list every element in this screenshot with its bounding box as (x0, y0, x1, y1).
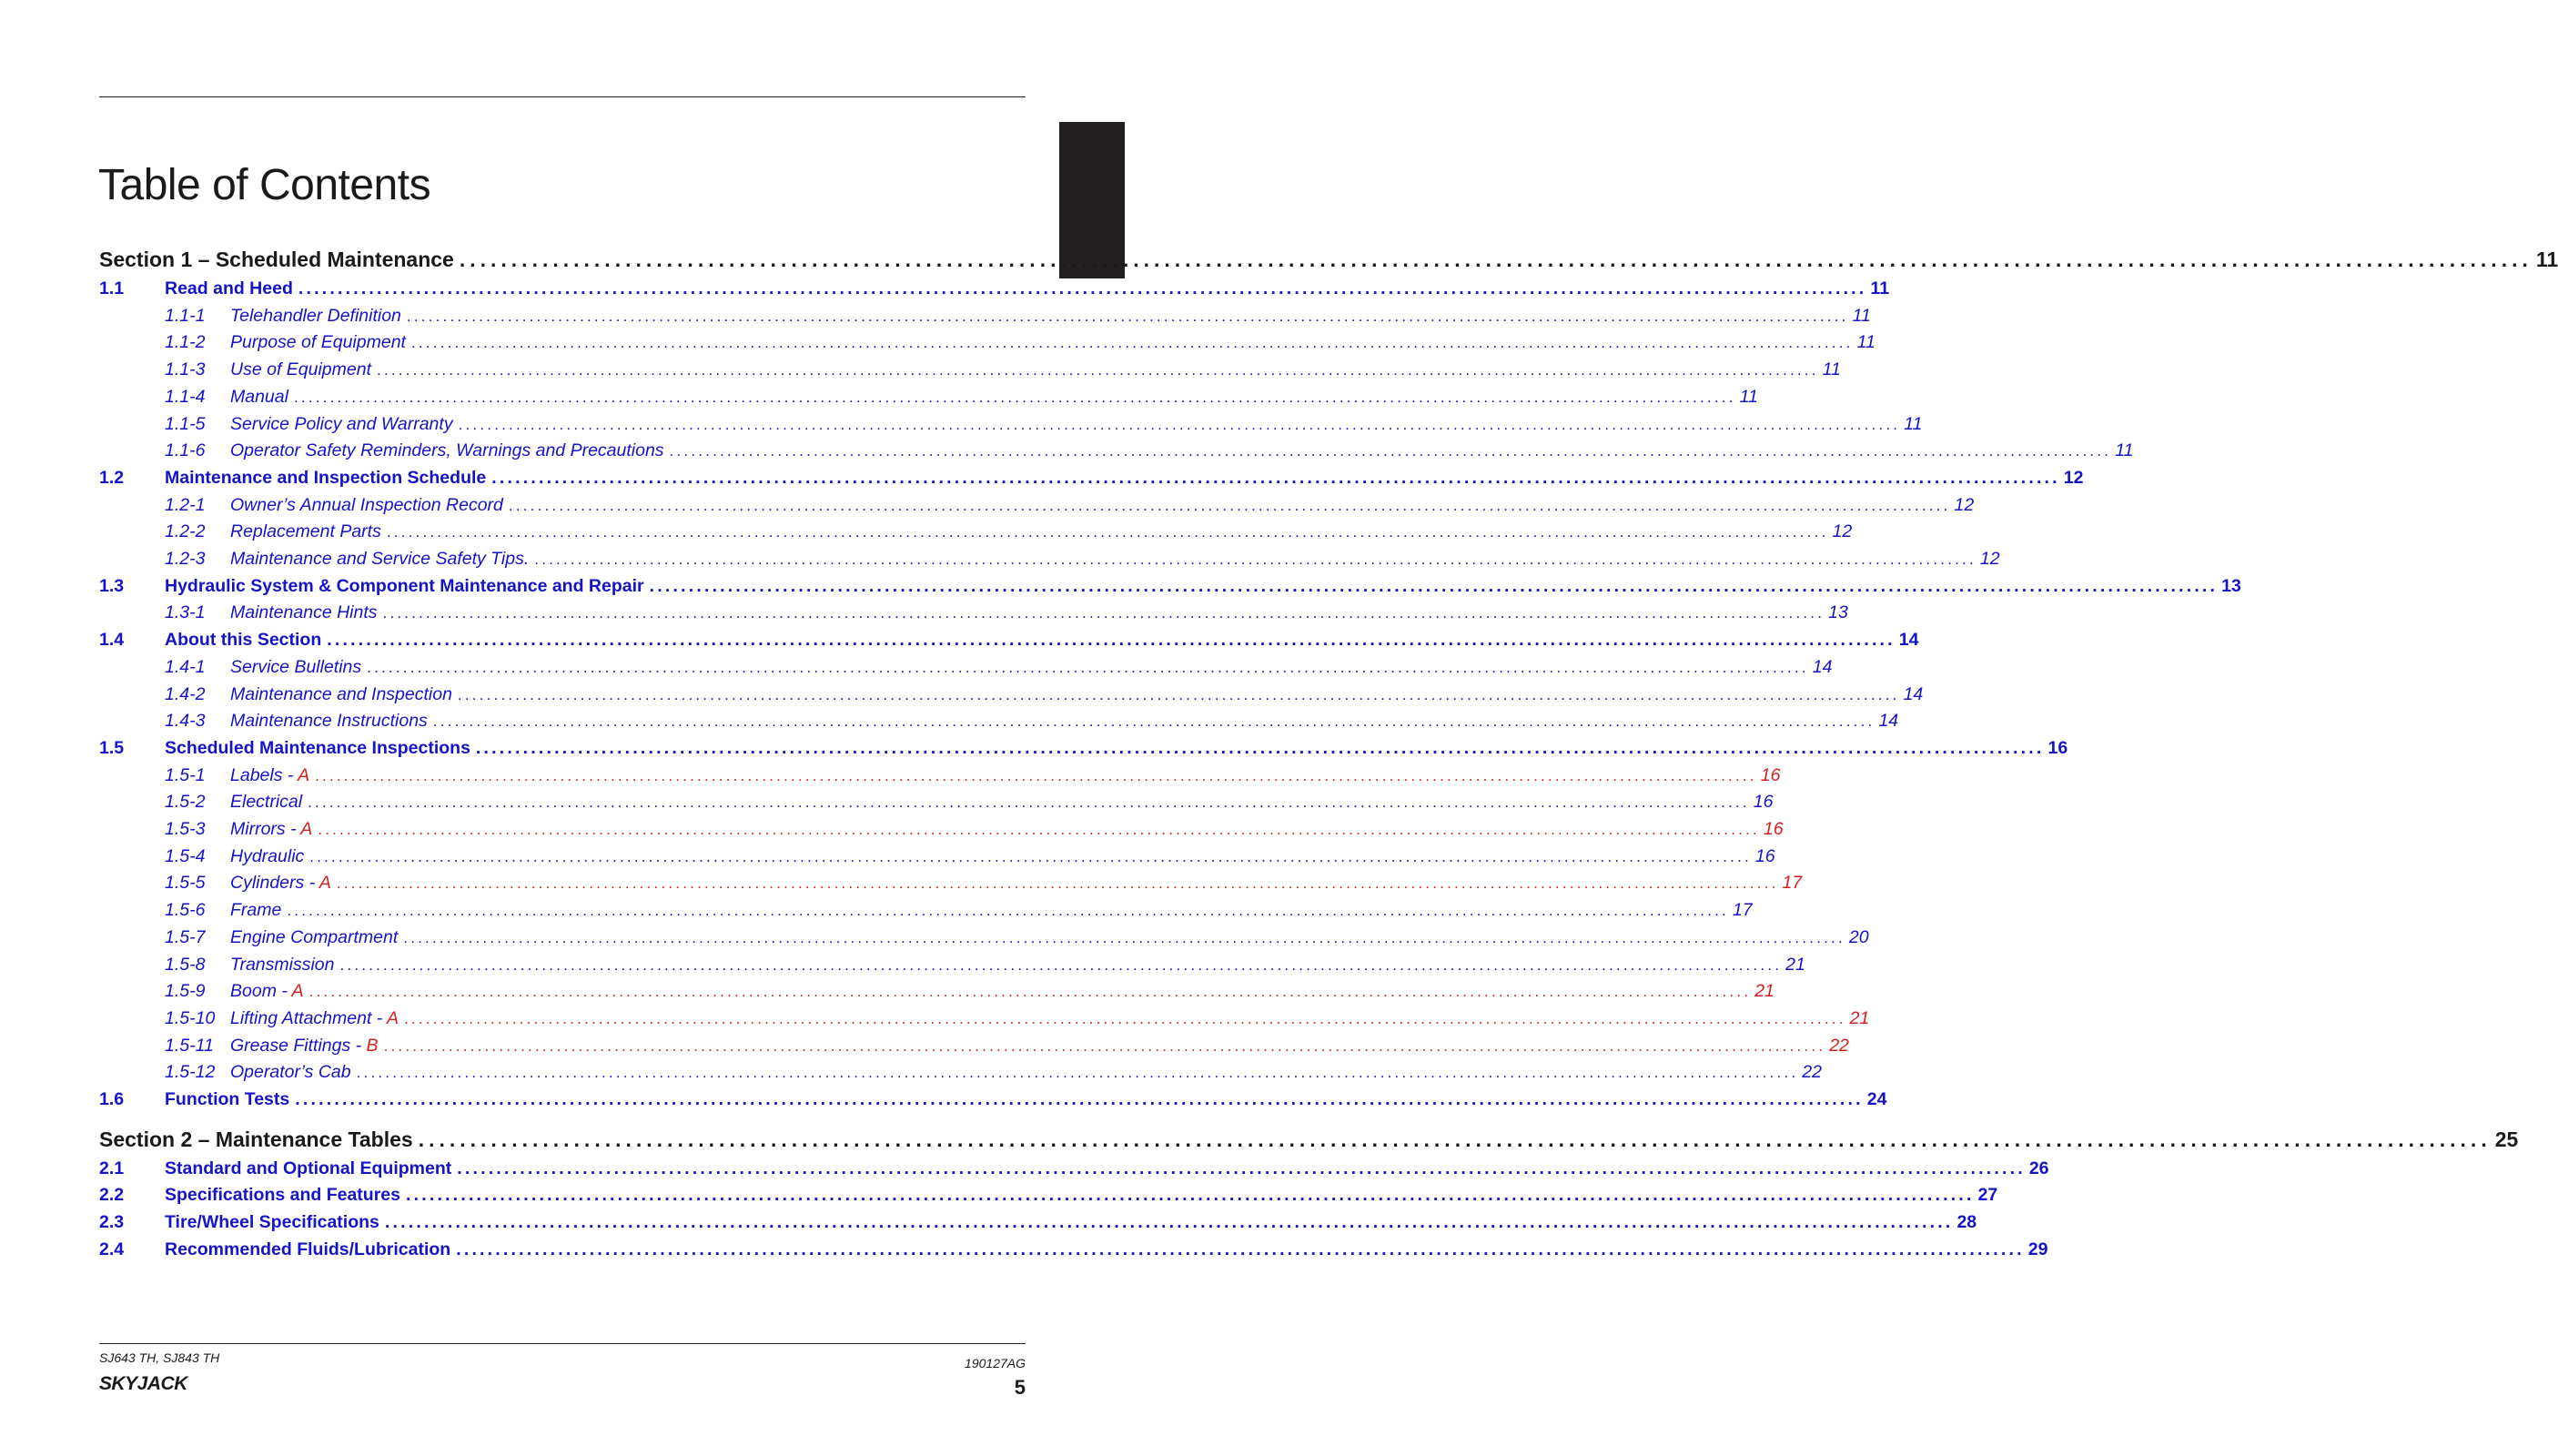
toc-entry-text: Boom - (230, 981, 292, 1002)
toc-subentry[interactable] (99, 845, 1775, 867)
dot-leader: ........................................................................................................................................................................................................ (293, 388, 1736, 406)
dot-leader: ........................................................................................................................................................................................................ (406, 1185, 1975, 1206)
dot-leader: ........................................................................................................................................................................................................ (508, 496, 1951, 514)
toc-entry-number: 1.5-1 (165, 764, 206, 785)
toc-subentry[interactable] (99, 1035, 1849, 1057)
toc-heading-entry[interactable] (99, 1089, 1887, 1110)
toc-entry-text: Standard and Optional Equipment (165, 1158, 452, 1178)
toc-entry-text: Function Tests (165, 1089, 290, 1109)
toc-entry-title (230, 359, 371, 380)
toc-entry-text: Replacement Parts (230, 521, 381, 542)
inspection-flag: A (300, 819, 313, 839)
toc-entry-number: 1.3 (99, 575, 125, 596)
inspection-flag: A (318, 873, 331, 894)
toc-page-number: 12 (1954, 494, 1975, 515)
toc-page-number: 14 (1903, 683, 1924, 704)
toc-entry-text: Hydraulic System & Component Maintenance and Repair (165, 575, 644, 596)
toc-page-number: 25 (2494, 1127, 2519, 1151)
page-number: 5 (1014, 1376, 1026, 1399)
toc-entry-title (165, 738, 470, 759)
toc-entry-title (230, 900, 281, 921)
toc-subentry[interactable] (99, 981, 1774, 1002)
toc-page-number: 14 (1878, 711, 1899, 732)
page-title: Table of Contents (98, 161, 431, 209)
toc-subentry[interactable] (99, 602, 1848, 623)
toc-entry-number: 1.1-6 (165, 440, 206, 461)
toc-page-number: 16 (2047, 737, 2068, 758)
toc-subentry[interactable] (99, 926, 1869, 948)
toc-heading-entry[interactable] (99, 1239, 2048, 1260)
dot-leader: ........................................................................................................................................................................................................ (315, 766, 1757, 784)
toc-page-number: 13 (2221, 575, 2241, 596)
footer-doc-number: 190127AG (965, 1356, 1026, 1370)
toc-entry-text: Scheduled Maintenance Inspections (165, 737, 470, 758)
dot-leader: ........................................................................................................................................................................................................ (382, 604, 1825, 622)
toc-entry-title (230, 306, 401, 327)
toc-page-number: 11 (2535, 248, 2558, 271)
dot-leader: ........................................................................................................................................................................................................ (403, 1009, 1846, 1027)
toc-page-number: 13 (1828, 602, 1848, 623)
dot-leader: ........................................................................................................................................................................................................ (327, 630, 1896, 651)
toc-entry-text: Service Policy and Warranty (230, 413, 453, 434)
dot-leader: ........................................................................................................................................................................................................ (418, 1127, 2492, 1151)
toc-subentry[interactable] (99, 656, 1833, 678)
toc-page-number: 16 (1754, 845, 1775, 866)
toc-entry-title (230, 1008, 399, 1029)
toc-entry-title (230, 927, 398, 948)
dot-leader: ........................................................................................................................................................................................................ (367, 658, 1809, 676)
toc-page-number: 24 (1866, 1089, 1887, 1109)
toc-page-number: 26 (2028, 1158, 2049, 1178)
dot-leader: ........................................................................................................................................................................................................ (457, 685, 1900, 703)
toc-subentry[interactable] (99, 494, 1975, 516)
dot-leader: ........................................................................................................................................................................................................ (295, 1089, 1864, 1109)
toc-subentry[interactable] (99, 1062, 1822, 1083)
toc-entry-number: 1.5-6 (165, 900, 206, 921)
toc-entry-title (165, 630, 321, 651)
toc-heading-entry[interactable] (99, 1185, 1998, 1206)
toc-page-number: 17 (1782, 873, 1803, 894)
toc-entry-text: Operator’s Cab (230, 1062, 351, 1083)
dot-leader: ........................................................................................................................................................................................................ (386, 523, 1829, 541)
toc-subentry[interactable] (99, 764, 1781, 786)
toc-entry-text: Hydraulic (230, 845, 305, 866)
toc-entry-number: 2.3 (99, 1212, 125, 1233)
dot-leader: ........................................................................................................................................................................................................ (336, 875, 1779, 893)
toc-entry-title (165, 468, 486, 489)
toc-entry-number: 1.3-1 (165, 602, 206, 623)
toc-entry-title (230, 602, 378, 623)
toc-subentry[interactable] (99, 549, 2000, 570)
toc-entry-title (230, 711, 428, 732)
toc-entry-number: 1.1-3 (165, 359, 206, 380)
toc-page-number: 11 (1904, 413, 1923, 434)
footer-rule (99, 1343, 1026, 1344)
toc-page-number: 11 (1852, 305, 1871, 326)
inspection-flag: A (298, 764, 310, 785)
toc-entry-text: Cylinders - (230, 873, 319, 894)
toc-entry-text: Grease Fittings - (230, 1035, 367, 1056)
toc-entry-text: Frame (230, 900, 282, 921)
dot-leader: ........................................................................................................................................................................................................ (356, 1064, 1799, 1082)
toc-entry-title (230, 549, 529, 570)
toc-subentry[interactable] (99, 413, 1923, 435)
toc-section-entry[interactable] (99, 248, 2558, 272)
toc-entry-text: Maintenance Instructions (230, 711, 428, 732)
toc-heading-entry[interactable] (99, 467, 2084, 489)
toc-entry-text: Service Bulletins (230, 656, 362, 677)
dot-leader: ........................................................................................................................................................................................................ (383, 1036, 1826, 1055)
toc-subentry[interactable] (99, 900, 1753, 921)
toc-entry-number: 1.5-3 (165, 819, 206, 839)
toc-page-number: 14 (1898, 630, 1919, 651)
toc-entry-title (230, 387, 288, 408)
dot-leader: ........................................................................................................................................................................................................ (475, 737, 2045, 758)
toc-entry-title (230, 981, 304, 1002)
toc-entry-title (230, 332, 406, 353)
toc-entry-text: About this Section (165, 630, 322, 651)
dot-leader: ........................................................................................................................................................................................................ (309, 847, 1752, 865)
toc-entry-text: Transmission (230, 954, 335, 975)
toc-entry-number: Section 1 – Scheduled Maintenance (99, 248, 454, 271)
toc-page-number: 22 (1829, 1035, 1849, 1056)
toc-entry-number: 1.5-2 (165, 792, 206, 813)
toc-page-number: 12 (1979, 549, 2000, 569)
toc-entry-text: Labels - (230, 764, 298, 785)
toc-entry-title (165, 1089, 289, 1110)
toc-entry-number: 1.2 (99, 467, 125, 488)
dot-leader: ........................................................................................................................................................................................................ (377, 361, 1819, 379)
toc-entry-number: 1.5-12 (165, 1062, 216, 1083)
brand-logo: SKYJACK (99, 1373, 187, 1394)
toc-entry-text: Read and Heed (165, 278, 293, 298)
toc-subentry[interactable] (99, 332, 1876, 353)
toc-entry-title (230, 440, 664, 461)
inspection-flag: A (291, 981, 304, 1002)
toc-entry-number: 1.1-1 (165, 305, 206, 326)
toc-entry-text: Owner’s Annual Inspection Record (230, 494, 503, 515)
toc-page-number: 16 (1763, 819, 1784, 839)
toc-entry-text: Tire/Wheel Specifications (165, 1212, 379, 1233)
dot-leader: ........................................................................................................................................................................................................ (458, 415, 1901, 433)
toc-entry-number: 1.5-7 (165, 926, 206, 947)
toc-heading-entry[interactable] (99, 630, 1919, 651)
toc-subentry[interactable] (99, 521, 1853, 542)
toc-entry-title (230, 819, 312, 840)
toc-entry-text: Purpose of Equipment (230, 332, 406, 353)
toc-page-number: 16 (1760, 764, 1781, 785)
toc-entry-title (230, 955, 335, 976)
toc-entry-number: 1.4-2 (165, 683, 206, 704)
dot-leader: ........................................................................................................................................................................................................ (457, 1158, 2026, 1178)
toc-entry-number: 1.5 (99, 737, 125, 758)
dot-leader: ........................................................................................................................................................................................................ (287, 902, 1729, 920)
toc-subentry[interactable] (99, 683, 1924, 705)
inspection-flag: A (386, 1007, 399, 1028)
toc-entry-number: 1.5-5 (165, 873, 206, 894)
toc-entry-title (165, 278, 293, 299)
toc-entry-number: 2.4 (99, 1239, 125, 1259)
toc-subentry[interactable] (99, 792, 1774, 813)
dot-leader: ........................................................................................................................................................................................................ (534, 551, 1977, 568)
toc-page-number: 16 (1753, 792, 1774, 813)
header-rule (99, 96, 1026, 97)
toc-subentry[interactable] (99, 1007, 1870, 1029)
toc-entry-text: Use of Equipment (230, 359, 372, 380)
toc-subentry[interactable] (99, 954, 1805, 976)
toc-page-number: 11 (1870, 278, 1890, 298)
toc-page-number: 21 (1849, 1007, 1870, 1028)
toc-entry-text: Maintenance and Inspection Schedule (165, 467, 487, 488)
toc-entry-text: Telehandler Definition (230, 305, 401, 326)
toc-heading-entry[interactable] (99, 1212, 1977, 1233)
toc-heading-entry[interactable] (99, 1158, 2049, 1179)
toc-entry-text: Manual (230, 386, 288, 407)
toc-page-number: 11 (1856, 332, 1876, 353)
toc-entry-number: 1.1-2 (165, 332, 206, 353)
toc-entry-number: 1.6 (99, 1089, 125, 1109)
toc-page-number: 11 (1822, 359, 1841, 380)
dot-leader: ........................................................................................................................................................................................................ (491, 467, 2060, 488)
toc-page-number: 27 (1977, 1185, 1998, 1206)
toc-entry-number: 1.4-3 (165, 711, 206, 732)
toc-entry-title (230, 846, 304, 867)
toc-section-entry[interactable] (99, 1127, 2519, 1152)
toc-entry-title (165, 1212, 379, 1233)
toc-entry-title (230, 1036, 379, 1057)
toc-page-number: 14 (1812, 656, 1833, 677)
toc-entry-title (165, 1158, 451, 1179)
toc-entry-title (165, 1185, 400, 1206)
toc-entry-number: 1.2-2 (165, 521, 206, 542)
toc-entry-number: 1.4 (99, 630, 125, 651)
toc-page-number: 11 (2115, 440, 2134, 461)
toc-heading-entry[interactable] (99, 737, 2068, 759)
dot-leader: ........................................................................................................................................................................................................ (669, 442, 2112, 460)
inspection-flag: B (366, 1035, 379, 1056)
toc-entry-number: 1.5-9 (165, 981, 206, 1002)
toc-entry-number: 2.1 (99, 1158, 125, 1178)
toc-page-number: 29 (2027, 1239, 2048, 1259)
toc-entry-text: Maintenance and Inspection (230, 683, 452, 704)
dot-leader: ........................................................................................................................................................................................................ (403, 928, 1845, 946)
toc-entry-text: Mirrors - (230, 819, 301, 839)
toc-entry-number: 1.5-11 (165, 1035, 214, 1056)
toc-entry-text: Specifications and Features (165, 1185, 400, 1206)
toc-page-number: 28 (1956, 1212, 1977, 1233)
toc-subentry[interactable] (99, 819, 1784, 840)
toc-entry-title (230, 521, 381, 542)
toc-entry-number: Section 2 – Maintenance Tables (99, 1127, 413, 1151)
toc-page-number: 17 (1732, 900, 1753, 921)
dot-leader: ........................................................................................................................................................................................................ (432, 713, 1876, 731)
toc-subentry[interactable] (99, 359, 1841, 380)
toc-entry-number: 1.1 (99, 278, 125, 298)
toc-subentry[interactable] (99, 440, 2134, 461)
toc-page-number: 22 (1802, 1062, 1822, 1083)
toc-entry-number: 1.5-8 (165, 954, 206, 975)
dot-leader: ........................................................................................................................................................................................................ (384, 1212, 1954, 1233)
toc-page-number: 12 (2063, 467, 2084, 488)
toc-entry-number: 1.5-4 (165, 845, 206, 866)
toc-entry-number: 1.5-10 (165, 1007, 216, 1028)
dot-leader: ........................................................................................................................................................................................................ (406, 307, 1849, 325)
toc-page-number: 11 (1739, 386, 1758, 407)
toc-entry-number: 1.1-5 (165, 413, 206, 434)
toc-entry-number: 1.4-1 (165, 656, 206, 677)
toc-subentry[interactable] (99, 305, 1871, 327)
toc-page-number: 20 (1848, 926, 1869, 947)
toc-entry-title (230, 873, 331, 894)
toc-entry-number: 1.2-1 (165, 494, 206, 515)
footer-model: SJ643 TH, SJ843 TH (99, 1350, 220, 1365)
toc-heading-entry[interactable] (99, 278, 1890, 299)
dot-leader: ........................................................................................................................................................................................................ (298, 278, 1867, 298)
toc-entry-text: Electrical (230, 792, 303, 813)
toc-entry-text: Recommended Fluids/Lubrication (165, 1239, 451, 1259)
toc-entry-title (230, 792, 302, 813)
dot-leader: ........................................................................................................................................................................................................ (649, 575, 2219, 596)
toc-subentry[interactable] (99, 711, 1899, 732)
toc-entry-title (230, 684, 452, 705)
toc-page-number: 21 (1754, 981, 1774, 1002)
toc-entry-title (230, 414, 453, 435)
toc-entry-text: Lifting Attachment - (230, 1007, 387, 1028)
dot-leader: ........................................................................................................................................................................................................ (456, 1239, 2025, 1259)
toc-page-number: 12 (1832, 521, 1853, 542)
toc-entry-title (230, 765, 309, 786)
toc-entry-title (230, 657, 361, 678)
toc-entry-title (230, 1062, 351, 1083)
dot-leader: ........................................................................................................................................................................................................ (318, 821, 1760, 838)
toc-entry-number: 1.2-3 (165, 549, 206, 569)
dot-leader: ........................................................................................................................................................................................................ (459, 248, 2533, 271)
dot-leader: ........................................................................................................................................................................................................ (410, 334, 1854, 352)
toc-page-number: 21 (1785, 954, 1805, 975)
toc-entry-text: Operator Safety Reminders, Warnings and Precautions (230, 440, 664, 461)
toc-subentry[interactable] (99, 873, 1803, 894)
toc-subentry[interactable] (99, 386, 1758, 408)
toc-entry-text: Maintenance and Service Safety Tips. (230, 549, 530, 569)
toc-heading-entry[interactable] (99, 575, 2241, 597)
toc-entry-text: Engine Compartment (230, 926, 399, 947)
toc-entry-text: Maintenance Hints (230, 602, 378, 623)
toc-entry-number: 1.1-4 (165, 386, 206, 407)
toc-entry-title (165, 576, 644, 597)
dot-leader: ........................................................................................................................................................................................................ (339, 956, 1783, 974)
toc-entry-number: 2.2 (99, 1185, 125, 1206)
toc-entry-title (165, 1239, 450, 1260)
toc-entry-title (230, 495, 503, 516)
dot-leader: ........................................................................................................................................................................................................ (308, 983, 1752, 1001)
dot-leader: ........................................................................................................................................................................................................ (308, 794, 1750, 812)
